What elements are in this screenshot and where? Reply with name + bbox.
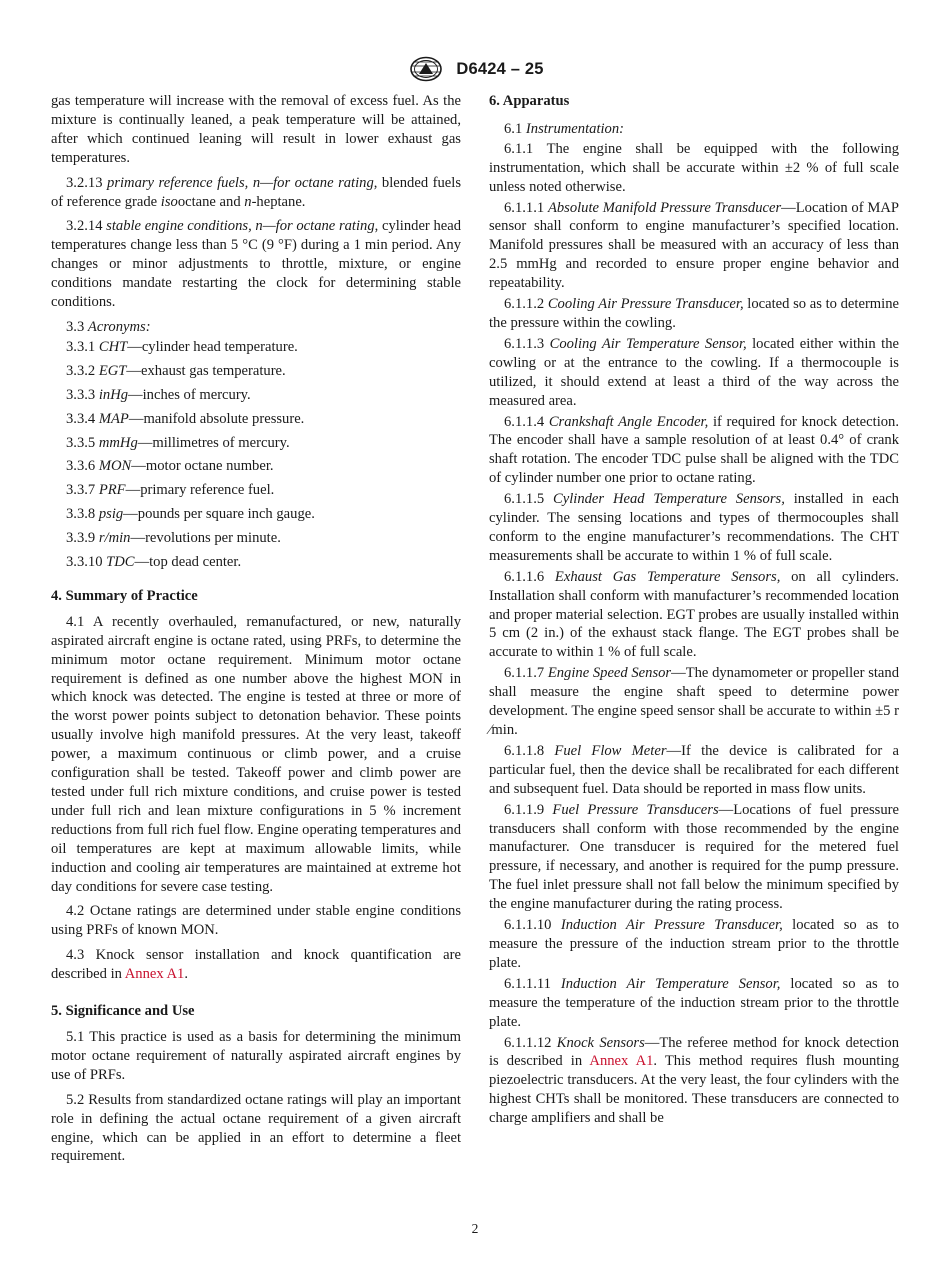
paragraph-6-1-1-6: 6.1.1.6 Exhaust Gas Temperature Sensors, on all cylinders. Installation shall conform with manufacturer’s recommended location and proper material selection. EGT probes are usually installed within 5 cm (2 in.) of the exhaust stack flange. The EGT probes shall be accurate to within 1 % of full scale. bbox=[489, 568, 899, 661]
paragraph-6-1-1-10: 6.1.1.10 Induction Air Pressure Transducer, located so as to measure the pressure of the induction stream prior to the throttle plate. bbox=[489, 917, 899, 971]
left-column bbox=[51, 92, 461, 1166]
section-heading-significance: 5. Significance and Use bbox=[51, 1003, 195, 1020]
acronym-item: 3.3.5 mmHg—millimetres of mercury. bbox=[66, 434, 290, 451]
paragraph-6-1-1-2: 6.1.1.2 Cooling Air Pressure Transducer, located so as to determine the pressure within the cowling. bbox=[489, 296, 899, 331]
paragraph-5-2: 5.2 Results from standardized octane ratings will play an important role in defining the actual octane requirement of a given aircraft engine, which can be applied in an effort to determine a fleet requirement. bbox=[51, 1091, 461, 1165]
page-header bbox=[0, 56, 950, 84]
paragraph-6-1-1-3: 6.1.1.3 Cooling Air Temperature Sensor, located either within the cowling or at the entrance to the cowling. If a thermocouple is utilized, it should extend at least a third of the way across the measured area. bbox=[489, 335, 899, 409]
acronym-item: 3.3.4 MAP—manifold absolute pressure. bbox=[66, 410, 305, 427]
paragraph-6-1-1-8: 6.1.1.8 Fuel Flow Meter—If the device is calibrated for a particular fuel, then the device shall be recalibrated for each different and subsequent fuel. Data should be reported in mass flow units. bbox=[489, 742, 900, 797]
acronym-list bbox=[51, 338, 461, 572]
acronym-item: 3.3.10 TDC—top dead center. bbox=[66, 554, 242, 571]
document-designation: D6424 – 25 bbox=[456, 59, 544, 78]
paragraph-4-3: 4.3 Knock sensor installation and knock quantification are described in Annex A1. bbox=[51, 947, 461, 983]
acronym-item: 3.3.7 PRF—primary reference fuel. bbox=[66, 482, 275, 499]
paragraph-6-1-1-11: 6.1.1.11 Induction Air Temperature Sensor, located so as to measure the temperature of the induction stream prior to the throttle plate. bbox=[489, 975, 900, 1030]
paragraph-4-1: 4.1 A recently overhauled, remanufactured, or new, naturally aspirated aircraft engine is octane rated, using PRFs, to determine the minimum motor octane requirement. Minimum motor octane requirement is defined as one number above the highest MON in which knock was detected. The engine is tested at three or more of the worst power points subject to detonation behavior. These points usually involve high manifold pressures. At the very least, takeoff power, a maximum continuous or climb power, and a cruise configuration shall be tested. Takeoff power and climb power are tested under full rich mixture conditions, and cruise power is tested under full rich and lean mixture configurations in 5 % increment reductions from full rich fuel flow. Engine operating temperatures and oil temperatures are kept at maximum allowable limits, while induction and cooling air temperatures are maintained at extreme hot day conditions for severe case testing. bbox=[51, 613, 461, 895]
paragraph-3-2-14: 3.2.14 stable engine conditions, n—for octane rating, cylinder head temperatures change less than 5 °C (9 °F) during a 1 min period. Any changes or minor adjustments to throttle, mixture, or engine conditions mandate restarting the clock for determining stable conditions. bbox=[51, 218, 461, 311]
paragraph-6-1: 6.1 Instrumentation: bbox=[504, 120, 625, 137]
acronym-item: 3.3.9 r/min—revolutions per minute. bbox=[66, 530, 281, 547]
annex-a1-link[interactable]: Annex A1 bbox=[589, 1053, 654, 1070]
paragraph-5-1: 5.1 This practice is used as a basis for determining the minimum motor octane requirement of naturally aspirated aircraft engines by use of PRFs. bbox=[51, 1028, 461, 1083]
paragraph-6-1-1-12: 6.1.1.12 Knock Sensors—The referee method for knock detection is described in Annex A1. This method requires flush mounting piezoelectric transducers. At the very least, the four cylinders with the highest CHTs shall be monitored. These transducers are connected to charge amplifiers and shall be bbox=[489, 1034, 899, 1127]
paragraph-6-1-1-9: 6.1.1.9 Fuel Pressure Transducers—Locations of fuel pressure transducers shall conform with those recommended by the engine manufacturer. One transducer is required for the metered fuel pressure, if necessary, and another is required for the pump pressure. The fuel inlet pressure shall not fall below the minimum specified by the engine manufacturer during the rating process. bbox=[489, 801, 899, 913]
acronym-item: 3.3.8 psig—pounds per square inch gauge. bbox=[66, 506, 315, 523]
paragraph-continuation: gas temperature will increase with the removal of excess fuel. As the mixture is continually leaned, a peak temperature will be attained, after which continued leaning will result in lower exhaust gas temperatures. bbox=[51, 93, 461, 166]
paragraph-6-1-1-7: 6.1.1.7 Engine Speed Sensor—The dynamometer or propeller stand shall measure the engine shaft speed to determine power development. The engine speed sensor shall be accurate to within ±5 r ⁄min. bbox=[489, 665, 899, 738]
acronym-item: 3.3.6 MON—motor octane number. bbox=[66, 458, 274, 475]
paragraph-6-1-1: 6.1.1 The engine shall be equipped with the following instrumentation, which shall be accurate within ±2 % of full scale unless noted otherwise. bbox=[489, 140, 899, 195]
term-stable-engine-conditions: stable engine conditions, n—for octane rating bbox=[106, 218, 375, 235]
term-primary-reference-fuels: primary reference fuels, n—for octane rating bbox=[107, 174, 374, 191]
section-heading-summary: 4. Summary of Practice bbox=[51, 587, 198, 604]
paragraph-6-1-1-5: 6.1.1.5 Cylinder Head Temperature Sensors, installed in each cylinder. The sensing locations and types of thermocouples shall conform to the engine manufacturer’s recommendations. The CHT measurements shall be accurate to within 1 % of full scale. bbox=[489, 491, 899, 564]
astm-logo-icon bbox=[406, 56, 446, 82]
section-heading-apparatus: 6. Apparatus bbox=[489, 93, 570, 109]
acronym-item: 3.3.2 EGT—exhaust gas temperature. bbox=[66, 362, 286, 379]
annex-a1-link[interactable]: Annex A1 bbox=[124, 966, 185, 983]
paragraph-3-3: 3.3 Acronyms: bbox=[66, 318, 151, 335]
paragraph-6-1-1-1: 6.1.1.1 Absolute Manifold Pressure Transducer—Location of MAP sensor shall conform to engine manufacturer’s specified location. Manifold pressures shall be measured with an accuracy of less than 2.5 mmHg and recorded to ensure proper engine behavior and repeatability. bbox=[489, 199, 899, 292]
paragraph-3-2-13: 3.2.13 primary reference fuels, n—for octane rating, blended fuels of reference grade isooctane and n-heptane. bbox=[51, 174, 462, 210]
paragraph-4-2: 4.2 Octane ratings are determined under stable engine conditions using PRFs of known MON. bbox=[51, 903, 461, 939]
paragraph-6-1-1-4: 6.1.1.4 Crankshaft Angle Encoder, if required for knock detection. The encoder shall have a sample resolution of at least 0.4° of crank shaft rotation. The encoder TDC pulse shall be aligned with the TDC of cylinder number one prior to octane rating. bbox=[489, 413, 899, 487]
acronym-item: 3.3.3 inHg—inches of mercury. bbox=[66, 386, 251, 403]
right-column bbox=[489, 92, 899, 1128]
acronym-item: 3.3.1 CHT—cylinder head temperature. bbox=[66, 338, 298, 355]
page-number: 2 bbox=[471, 1221, 479, 1236]
